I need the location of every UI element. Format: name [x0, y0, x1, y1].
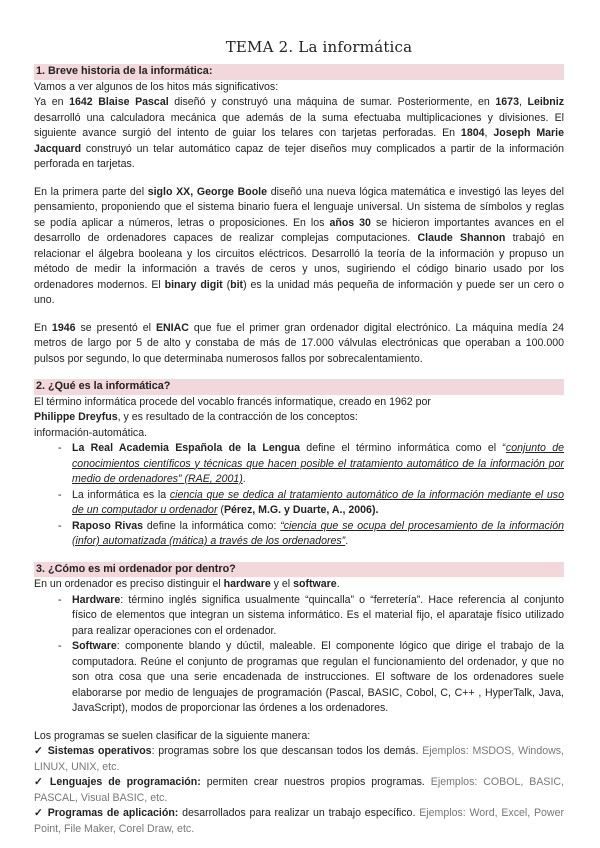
section-1-intro: Vamos a ver algunos de los hitos más significativos: — [34, 80, 279, 93]
check-icon: ✓ — [34, 807, 44, 819]
components-list — [58, 593, 564, 717]
section-2-heading: 2. ¿Qué es la informática? — [34, 379, 564, 395]
section-2-line-2: Philippe Dreyfus, y es resultado de la contracción de los conceptos: — [34, 411, 358, 423]
list-item: - Hardware: término inglés significa usualmente “quincalla” o “ferretería”. Hace referencia al conjunto físico de elementos que integran un sistema informático. Es el material fijo, el aparataje físico utilizado para realizar operaciones con el ordenador. — [58, 593, 564, 640]
check-icon: ✓ — [34, 776, 46, 788]
section-3-intro: En un ordenador es preciso distinguir el hardware y el software. — [34, 578, 340, 590]
classification-intro: Los programas se suelen clasificar de la siguiente manera: — [34, 729, 311, 742]
classification-item: ✓ Lenguajes de programación: permiten crear nuestros propios programas. Ejemplos: COBOL, BASIC, PASCAL, Visual BASIC, etc. — [34, 776, 564, 804]
section-3-heading: 3. ¿Cómo es mi ordenador por dentro? — [34, 562, 564, 578]
classification-item: ✓ Sistemas operativos: programas sobre los que descansan todos los demás. Ejemplos: MSDOS, Windows, LINUX, UNIX, etc. — [34, 745, 564, 773]
list-item: - La informática es la ciencia que se dedica al tratamiento automático de la información mediante el uso de un computador u ordenador (Pérez, M.G. y Duarte, A., 2006). — [58, 488, 564, 519]
section-1-heading: 1. Breve historia de la informática: — [34, 64, 564, 80]
page-title: TEMA 2. La informática — [225, 38, 413, 56]
list-item: - Software: componente blando y dúctil, maleable. El componente lógico que dirige el trabajo de la computadora. Reúne el conjunto de programas que regulan el funcionamiento del ordenador, y que no son otra cosa que una serie encadenada de instrucciones. El software de los ordenadores suele elaborarse por medio de lenguajes de programación (Pascal, BASIC, Cobol, C, C++ , HyperTalk, Java, JavaScript), modos de proporcionar las órdenes a los ordenadores. — [58, 639, 564, 717]
section-2-line-1: El término informática procede del vocablo francés informatique, creado en 1962 por — [34, 395, 431, 408]
list-item: - La Real Academia Española de la Lengua define el término informática como el “conjunto de conocimientos científicos y técnicas que hacen posible el tratamiento automático de la información por medio de ordenadores” (RAE, 2001). — [58, 441, 564, 488]
section-1-paragraph-3: En 1946 se presentó el ENIAC que fue el primer gran ordenador digital electrónico. La máquina medía 24 metros de largo por 5 de alto y constaba de más de 17.000 válvulas electrónicas que operaban a 100.000 pulsos por segundo, lo que determinaba numerosos fallos por sobrecalentamiento. — [34, 321, 564, 365]
check-icon: ✓ — [34, 745, 44, 757]
classification-item: ✓ Programas de aplicación: desarrollados para realizar un trabajo específico. Ejemplos: Word, Excel, Power Point, File Maker, Corel Draw, etc. — [34, 807, 564, 835]
list-item: - Raposo Rivas define la informática como: “ciencia que se ocupa del procesamiento de la información (infor) automatizada (mática) a través de los ordenadores”. — [58, 519, 564, 550]
section-1-paragraph-1: Ya en 1642 Blaise Pascal diseñó y construyó una máquina de sumar. Posteriormente, en 1673, Leibniz desarrolló una calculadora mecánica que además de la suma efectuaba multiplicaciones y divisiones. El siguiente avance surgió del intento de guiar los telares con tarjetas perforadas. En 1804, Joseph Marie Jacquard construyó un telar automático capaz de tejer diseños muy complicados a partir de la información perforada en tarjetas. — [34, 96, 564, 170]
document-page — [34, 38, 564, 837]
section-1-paragraph-2: En la primera parte del siglo XX, George Boole diseñó una nueva lógica matemática e investigó las leyes del pensamiento, proponiendo que el sistema binario fuera el lenguaje universal. Un sistema de símbolos y reglas se podía aplicar a números, letras o proposiciones. En los años 30 se hicieron importantes avances en el desarrollo de ordenadores capaces de realizar complejas computaciones. Claude Shannon trabajó en relacionar el álgebra booleana y los circuitos eléctricos. Desarrolló la teoría de la información y propuso un método de medir la información a través de ceros y unos, sugiriendo el código binario usado por los ordenadores modernos. El binary digit (bit) es la unidad más pequeña de información y puede ser un cero o uno. — [34, 185, 565, 306]
definitions-list — [58, 441, 564, 550]
section-2-line-3: información-automática. — [34, 426, 148, 439]
